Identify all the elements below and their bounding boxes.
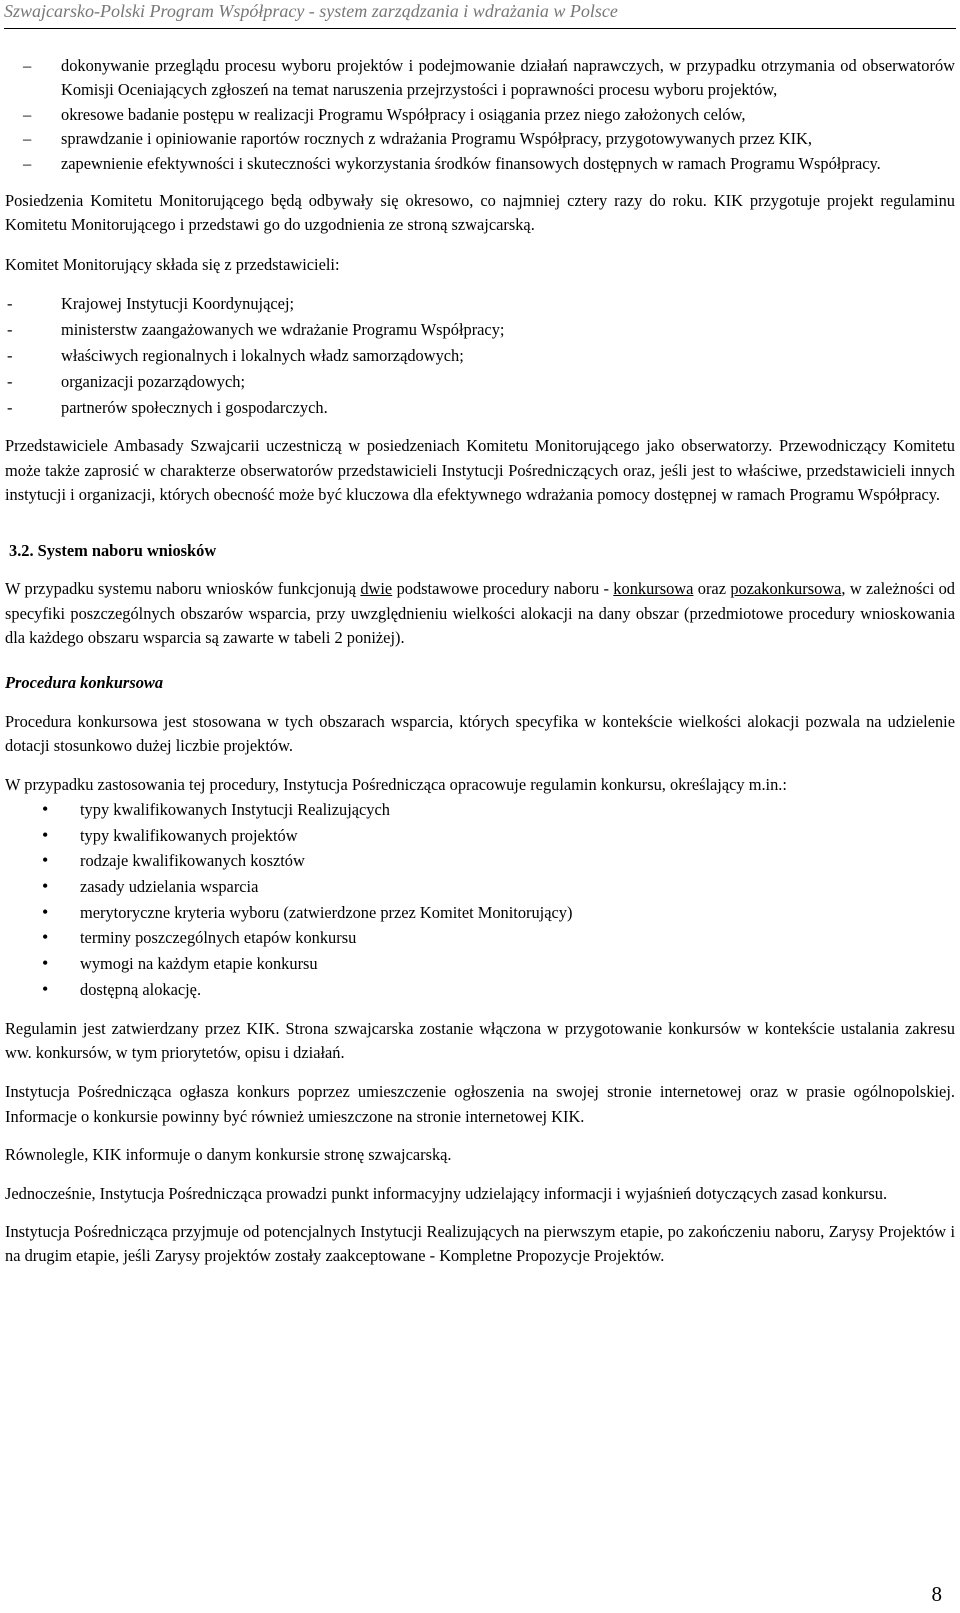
list-item: • zasady udzielania wsparcia (5, 874, 955, 900)
list-item: – okresowe badanie postępu w realizacji Programu Współpracy i osiągania przez niego założonych celów, (5, 103, 955, 127)
list-item: - właściwych regionalnych i lokalnych władz samorządowych; (5, 343, 955, 369)
list-item: • rodzaje kwalifikowanych kosztów (5, 848, 955, 874)
list-item: - partnerów społecznych i gospodarczych. (5, 395, 955, 421)
paragraph-regulamin-intro: W przypadku zastosowania tej procedury, Instytucja Pośrednicząca opracowuje regulamin konkursu, określający m.in.: (5, 774, 787, 794)
bullet-marker: • (42, 901, 49, 922)
list-item: • dostępną alokację. (5, 977, 955, 1003)
bullet-marker: • (42, 850, 49, 871)
list-item: - ministerstw zaangażowanych we wdrażanie Programu Współpracy; (5, 317, 955, 343)
bullet-marker: • (42, 927, 49, 948)
page-number: 8 (931, 1582, 942, 1606)
section-heading: 3.2. System naboru wniosków (9, 541, 217, 561)
hyphen-marker: - (7, 398, 13, 418)
subheading: Procedura konkursowa (5, 672, 164, 692)
list-item: – zapewnienie efektywności i skuteczności wykorzystania środków finansowych dostępnych w ramach Programu Współpracy. (5, 152, 955, 176)
header-rule (4, 28, 956, 29)
paragraph-system: W przypadku systemu naboru wniosków funkcjonują dwie podstawowe procedury naboru - konkursowa oraz pozakonkursowa, w zależności od specyfiki poszczególnych obszarów wsparcia, przy uwzględnieniu wielkości alokacji na dany obszar (przedmiotowe procedury wnioskowania dla każdego obszaru wsparcia są zawarte w tabeli 2 poniżej). (5, 579, 956, 648)
list-item: • typy kwalifikowanych Instytucji Realizujących (5, 797, 955, 823)
paragraph-przyjmuje: Instytucja Pośrednicząca przyjmuje od potencjalnych Instytucji Realizujących na pierwszym etapie, po zakończeniu naboru, Zarysy Projektów i na drugim etapie, jeśli Zarysy projektów zostały zaakceptowane - Kompletne Propozycje Projektów. (5, 1221, 955, 1266)
hyphen-marker: - (7, 372, 13, 392)
hyphen-marker: - (7, 346, 13, 366)
page-body (5, 54, 955, 1269)
list-item: - Krajowej Instytucji Koordynującej; (5, 291, 955, 317)
bullet-marker: • (42, 978, 49, 999)
bullet-marker: • (42, 824, 49, 845)
list-item: • typy kwalifikowanych projektów (5, 823, 955, 849)
paragraph-punkt: Jednocześnie, Instytucja Pośrednicząca prowadzi punkt informacyjny udzielający informacji i wyjaśnień dotyczących zasad konkursu. (5, 1183, 888, 1203)
running-header: Szwajcarsko-Polski Program Współpracy - system zarządzania i wdrażania w Polsce (4, 1, 618, 21)
bullet-marker: • (42, 876, 49, 897)
list-item: • wymogi na każdym etapie konkursu (5, 951, 955, 977)
duties-list (5, 54, 955, 176)
list-item: – sprawdzanie i opiniowanie raportów rocznych z wdrażania Programu Współpracy, przygotowywanych przez KIK, (5, 127, 955, 151)
dash-marker: – (23, 104, 32, 124)
hyphen-marker: - (7, 320, 13, 340)
paragraph-ambasady: Przedstawiciele Ambasady Szwajcarii uczestniczą w posiedzeniach Komitetu Monitorującego jako obserwatorzy. Przewodniczący Komitetu może także zaprosić w charakterze obserwatorów przedstawicieli Instytucji Pośredniczących oraz, jeśli jest to właściwe, przedstawicieli innych instytucji i organizacji, których obecność może być kluczowa dla efektywnego wdrażania pomocy dostępnej w ramach Programu Współpracy. (5, 436, 955, 505)
dash-marker: – (23, 153, 32, 173)
paragraph-posiedzenia: Posiedzenia Komitetu Monitorującego będą odbywały się okresowo, co najmniej cztery razy do roku. KIK przygotuje projekt regulaminu Komitetu Monitorującego i przedstawi go do uzgodnienia ze stroną szwajcarską. (5, 191, 955, 235)
members-list (5, 291, 955, 421)
list-item: • terminy poszczególnych etapów konkursu (5, 925, 955, 951)
paragraph-rownolegle: Równolegle, KIK informuje o danym konkursie stronę szwajcarską. (5, 1145, 452, 1165)
paragraph-procedura: Procedura konkursowa jest stosowana w tych obszarach wsparcia, których specyfika w kontekście wielkości alokacji pozwala na udzielenie dotacji stosunkowo dużej liczbie projektów. (5, 711, 955, 756)
regulamin-list (5, 797, 955, 1003)
bullet-marker: • (42, 798, 49, 819)
list-item: – dokonywanie przeglądu procesu wyboru projektów i podejmowanie działań naprawczych, w przypadku otrzymania od obserwatorów Komisji Oceniających zgłoszeń na temat naruszenia przejrzystości i poprawności procesu wyboru projektów, (23, 56, 955, 100)
dash-marker: – (23, 129, 32, 149)
hyphen-marker: - (7, 294, 13, 314)
paragraph-zatwierdzany: Regulamin jest zatwierdzany przez KIK. Strona szwajcarska zostanie włączona w przygotowanie konkursów w kontekście ustalania zakresu ww. konkursów, w tym priorytetów, opisu i działań. (5, 1018, 955, 1062)
paragraph-sklad: Komitet Monitorujący składa się z przedstawicieli: (5, 254, 340, 274)
paragraph-oglasza: Instytucja Pośrednicząca ogłasza konkurs poprzez umieszczenie ogłoszenia na swojej stronie internetowej oraz w prasie ogólnopolskiej. Informacje o konkursie powinny być również umieszczone na stronie internetowej KIK. (5, 1082, 955, 1126)
list-item: • merytoryczne kryteria wyboru (zatwierdzone przez Komitet Monitorujący) (5, 900, 955, 926)
list-item: - organizacji pozarządowych; (5, 369, 955, 395)
dash-marker: – (23, 56, 32, 75)
bullet-marker: • (42, 953, 49, 974)
